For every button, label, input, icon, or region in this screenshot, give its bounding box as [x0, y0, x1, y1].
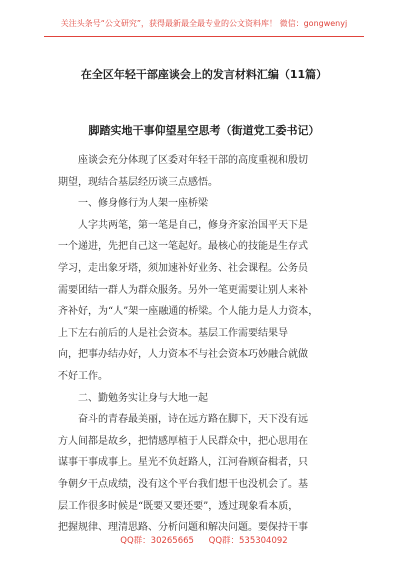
body-line: 向，把事办结办好，人力资本不与社会资本巧妙融合就做 — [58, 349, 308, 361]
document-title: 在全区年轻干部座谈会上的发言材料汇编（11篇） — [80, 68, 328, 81]
body-line: 需要团结一群人为群众服务。另外一笔更需要让别人来补 — [58, 284, 308, 296]
section-title: 脚踏实地干事仰望星空思考（街道党工委书记） — [88, 124, 320, 137]
body-line: 争朝夕干点成绩，没有这个平台我们想干也没机会了。基 — [58, 478, 308, 490]
body-line: 二、勤勉务实让身与大地一起 — [58, 392, 208, 404]
footer-qq-group-2: QQ群：535304092 — [208, 536, 288, 546]
body-line: 一、修身修行为人架一座桥梁 — [58, 198, 208, 210]
body-line: 把握规律、理清思路、分析问题和解决问题。要保持干事 — [58, 522, 308, 534]
body-line: 齐补好，为“人”架一座融通的桥梁。个人能力是人力资本， — [58, 306, 319, 318]
body-line: 学习，走出象牙塔，须加速补好业务、社会课程。公务员 — [58, 262, 308, 274]
body-text — [58, 150, 354, 539]
body-line: 谋事干事成事上。星光不负赶路人，江河眷顾奋楫者，只 — [58, 457, 308, 469]
body-line: 不好工作。 — [58, 370, 108, 382]
body-line: 方人间都是故乡，把情感厚植于人民群众中，把心思用在 — [58, 435, 308, 447]
body-line: 座谈会充分体现了区委对年轻干部的高度重视和殷切 — [58, 155, 308, 166]
body-line: 一个递进，先把自己这一笔起好。最核心的技能是生存式 — [58, 241, 308, 253]
body-line: 奋斗的青春最美丽，诗在远方路在脚下，天下没有远 — [58, 414, 308, 426]
header-banner: 关注头条号“公文研究”，获得最新最全最专业的公文资料库！ 微信：gongwenyj — [60, 19, 348, 28]
footer-contact — [0, 534, 408, 546]
body-line: 人字共两笔，第一笔是自己，修身齐家治国平天下是 — [58, 219, 308, 231]
header-divider — [44, 36, 364, 37]
body-line: 层工作很多时候是“既要又要还要”，透过现象看本质， — [58, 500, 299, 512]
footer-qq-group-1: QQ群：30265665 — [120, 536, 194, 546]
body-line: 上下左右前后的人是社会资本。基层工作需要结果导 — [58, 327, 288, 339]
body-line: 期望，现结合基层经历谈三点感悟。 — [58, 176, 218, 188]
